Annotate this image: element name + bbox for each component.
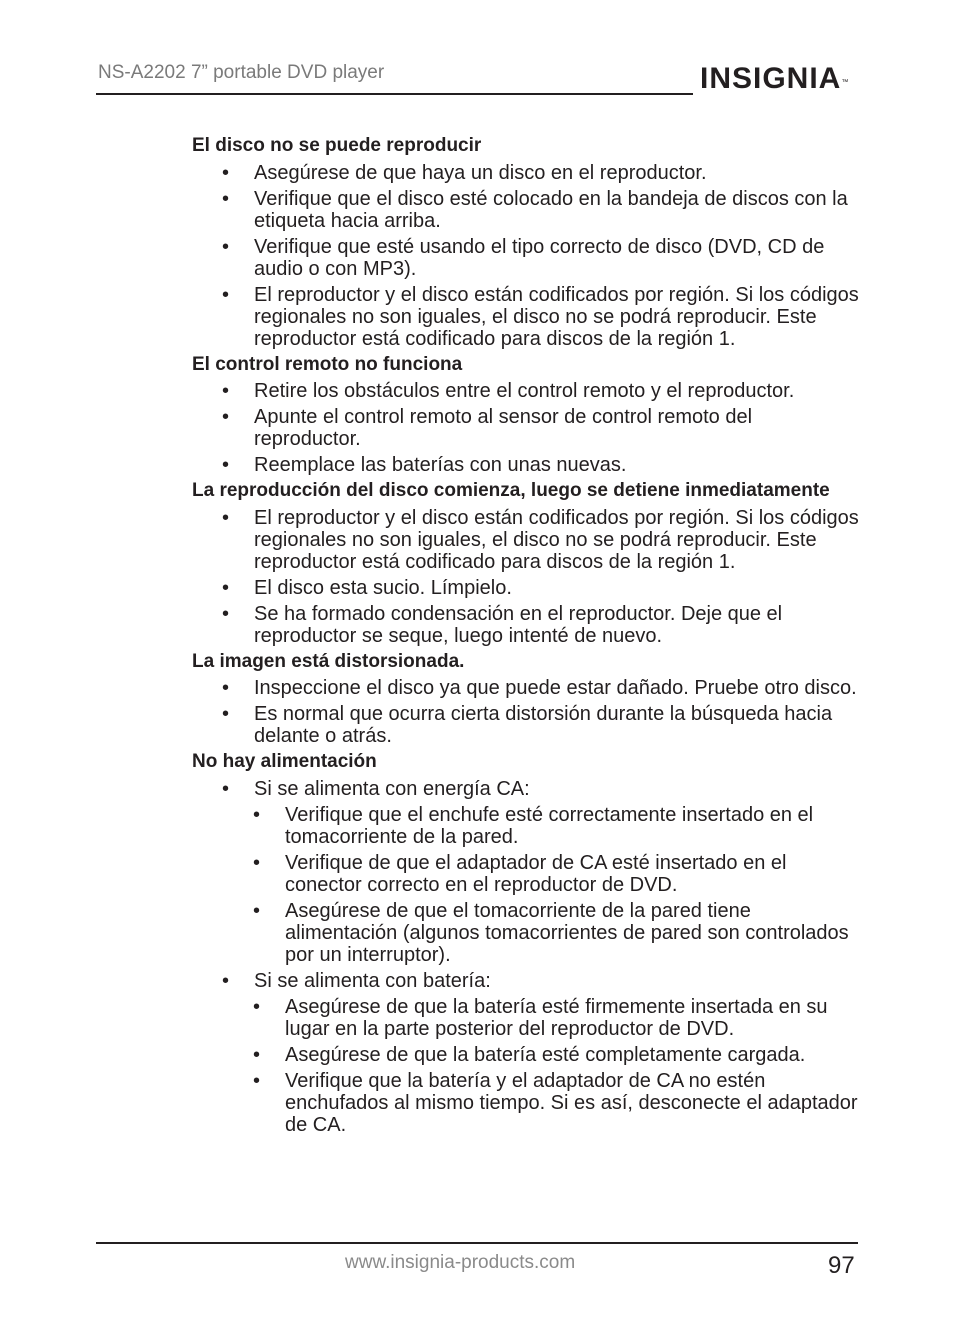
- troubleshooting-content: [192, 135, 862, 1140]
- bullet-list: [192, 380, 862, 476]
- sub-list-item: • Verifique que la batería y el adaptador de CA no estén enchufados al mismo tiempo. Si es así, desconecte el adaptador de CA.: [192, 1070, 862, 1136]
- list-item-battery-power: • Si se alimenta con batería:: [192, 970, 862, 992]
- bullet-list: [192, 677, 862, 747]
- sub-list-item: • Verifique que el enchufe esté correctamente insertado en el tomacorriente de la pared.: [192, 804, 862, 848]
- list-item: • Asegúrese de que haya un disco en el reproductor.: [192, 162, 862, 184]
- section-heading: La reproducción del disco comienza, luego se detiene inmediatamente: [192, 480, 830, 501]
- logo-text: INSIGNIA: [700, 62, 842, 95]
- footer-url: www.insignia-products.com: [345, 1252, 576, 1273]
- section-heading: El disco no se puede reproducir: [192, 135, 482, 156]
- sub-list-item: • Asegúrese de que la batería esté firmemente insertada en su lugar en la parte posterior del reproductor de DVD.: [192, 996, 862, 1040]
- list-item: • Inspeccione el disco ya que puede estar dañado. Pruebe otro disco.: [192, 677, 862, 699]
- bullet-list: [192, 162, 862, 350]
- list-item: • El disco esta sucio. Límpielo.: [192, 577, 862, 599]
- document-title: NS-A2202 7” portable DVD player: [98, 62, 385, 83]
- section-heading: El control remoto no funciona: [192, 353, 463, 375]
- list-item: • El reproductor y el disco están codificados por región. Si los códigos regionales no son iguales, el disco no se podrá reproducir. Este reproductor está codificado para discos de la región 1.: [192, 284, 862, 350]
- list-item: • Es normal que ocurra cierta distorsión durante la búsqueda hacia delante o atrás.: [192, 703, 862, 747]
- header-divider: [96, 93, 693, 95]
- bullet-list: [192, 507, 862, 647]
- trademark-mark: ™: [841, 79, 850, 86]
- list-item: • Retire los obstáculos entre el control remoto y el reproductor.: [192, 380, 862, 402]
- section-heading: La imagen está distorsionada.: [192, 650, 465, 672]
- list-item: • El reproductor y el disco están codificados por región. Si los códigos regionales no son iguales, el disco no se podrá reproducir. Este reproductor está codificado para discos de la región 1.: [192, 507, 862, 573]
- list-item: • Se ha formado condensación en el reproductor. Deje que el reproductor se seque, luego intenté de nuevo.: [192, 603, 862, 647]
- list-item: • Apunte el control remoto al sensor de control remoto del reproductor.: [192, 406, 862, 450]
- list-item: • Reemplace las baterías con unas nuevas.: [192, 454, 862, 476]
- bullet-list: [192, 778, 862, 1136]
- page-number: 97: [828, 1252, 855, 1279]
- section-heading: No hay alimentación: [192, 751, 377, 772]
- footer-divider: [96, 1242, 858, 1244]
- sub-list-item: • Asegúrese de que la batería esté completamente cargada.: [192, 1044, 862, 1066]
- sub-list-item: • Asegúrese de que el tomacorriente de la pared tiene alimentación (algunos tomacorrientes de pared son controlados por un interruptor).: [192, 900, 862, 966]
- list-item: • Verifique que el disco esté colocado en la bandeja de discos con la etiqueta hacia arriba.: [192, 188, 862, 232]
- sub-list-item: • Verifique de que el adaptador de CA esté insertado en el conector correcto en el reproductor de DVD.: [192, 852, 862, 896]
- list-item: • Verifique que esté usando el tipo correcto de disco (DVD, CD de audio o con MP3).: [192, 236, 862, 280]
- insignia-logo: [700, 62, 849, 96]
- list-item-ac-power: • Si se alimenta con energía CA:: [192, 778, 862, 800]
